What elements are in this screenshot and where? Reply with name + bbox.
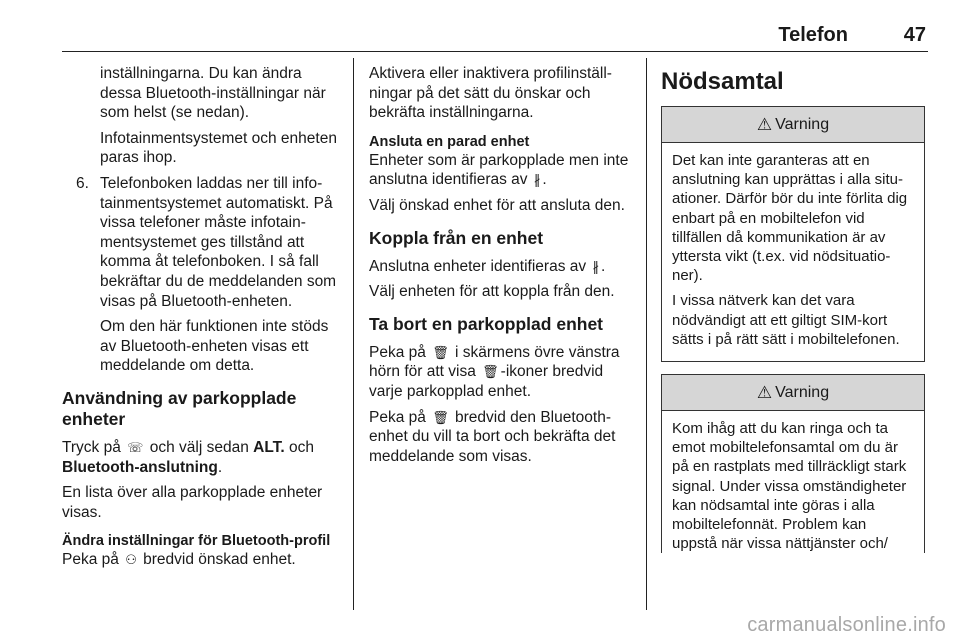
section-heading-use: Användning av parkopplade enheter [62, 387, 297, 429]
warning-header [662, 375, 924, 411]
trash-icon: 🗑 [482, 364, 499, 380]
section-heading-remove: Ta bort en parkopplad enhet [369, 313, 604, 334]
bluetooth-connected-icon: ∦ [592, 258, 599, 274]
warning-box [661, 106, 925, 362]
watermark: carmanualsonline.info [747, 614, 946, 637]
trash-icon: 🗑 [432, 344, 449, 360]
column-divider-2 [646, 58, 647, 610]
warning-body [662, 143, 924, 361]
paragraph: Peka på 🗑 i skärmens övre vänstra hörn för att visa 🗑 -ikoner bredvid varje parkopplad enhet. [369, 343, 620, 400]
bluetooth-icon: ∦ [533, 172, 541, 188]
warning-label: Varning [775, 383, 830, 401]
paragraph: Infotainmentsystemet och enheten paras ihop. [100, 129, 337, 167]
paragraph: Aktivera eller inaktivera profilinställningar på det sätt du önskar och bekräfta inställningarna. [369, 65, 612, 122]
page-header [62, 24, 928, 52]
profile-settings-icon: ⚇ [125, 552, 137, 568]
list-number: 6. [76, 174, 89, 192]
warning-header [662, 107, 924, 143]
subsection-heading-connect: Ansluta en parad enhet [369, 133, 530, 150]
section-title: Telefon [778, 24, 848, 46]
paragraph: Peka på 🗑 bredvid den Bluetooth-enhet du vill ta bort och bekräfta det meddelande som visas. [369, 408, 616, 465]
paragraph: Anslutna enheter identifieras av ∦ . [369, 257, 606, 275]
warning-icon: ⚠ [756, 382, 773, 402]
warning-icon: ⚠ [756, 114, 773, 134]
column-3 [661, 64, 925, 565]
section-heading-disconnect: Koppla från en enhet [369, 227, 544, 248]
chapter-heading-emergency: Nödsamtal [661, 68, 784, 95]
page-number: 47 [903, 24, 926, 46]
column-1 [62, 64, 346, 576]
trash-icon: 🗑 [432, 409, 449, 425]
paragraph: Välj önskad enhet för att ansluta den. [369, 196, 625, 214]
column-divider-1 [353, 58, 354, 610]
warning-label: Varning [775, 115, 830, 133]
paragraph: Peka på ⚇ bredvid önskad enhet. [62, 551, 296, 569]
paragraph: En lista över alla parkopplade enheter visas. [62, 484, 323, 521]
column-2 [369, 64, 635, 472]
paragraph: Enheter som är parkopplade men inte anslutna identifieras av ∦ . [369, 151, 629, 189]
warning-text: Kom ihåg att du kan ringa och ta emot mobiltelefonsamtal om du är på en rastplats med tillräckligt stark signal. Under vissa omständigheter kan nödsamtal inte göras i alla mobiltelefonnät. Problem kan uppstå när vissa nättjänster och/ [672, 420, 907, 553]
list-item-text: Telefonboken laddas ner till infotainmentsystemet automatiskt. På vissa telefoner måste infotainmentsystemet ges tillstånd att komma åt telefonboken. I så fall bekräftar du de meddelanden som visas på Bluetooth-enheten. [100, 174, 337, 310]
list-item [62, 174, 346, 311]
warning-text: I vissa nätverk kan det vara nödvändigt att ett giltigt SIM-kort sätts i på rätt sätt i mobiltelefonen. [672, 292, 900, 348]
warning-box [661, 374, 925, 553]
subsection-heading-profile: Ändra inställningar för Bluetooth-profil [62, 533, 331, 550]
warning-text: Det kan inte garanteras att en anslutning kan upprättas i alla situationer. Därför bör du inte förlita dig enbart på en mobiltelefon vid tillfällen då kommunikation är av yttersta vikt (t.ex. vid nödsituationer). [672, 152, 908, 285]
paragraph: Om den här funktionen inte stöds av Bluetooth-enheten visas ett meddelande om detta. [100, 318, 329, 375]
paragraph: Tryck på ☏ och välj sedan ALT. och Bluetooth-anslutning. [62, 438, 315, 476]
paragraph: inställningarna. Du kan ändra dessa Bluetooth-inställningar när som helst (se nedan). [100, 65, 326, 122]
phone-icon: ☏ [127, 439, 144, 455]
warning-body [662, 411, 924, 553]
paragraph: Välj enheten för att koppla från den. [369, 283, 615, 301]
